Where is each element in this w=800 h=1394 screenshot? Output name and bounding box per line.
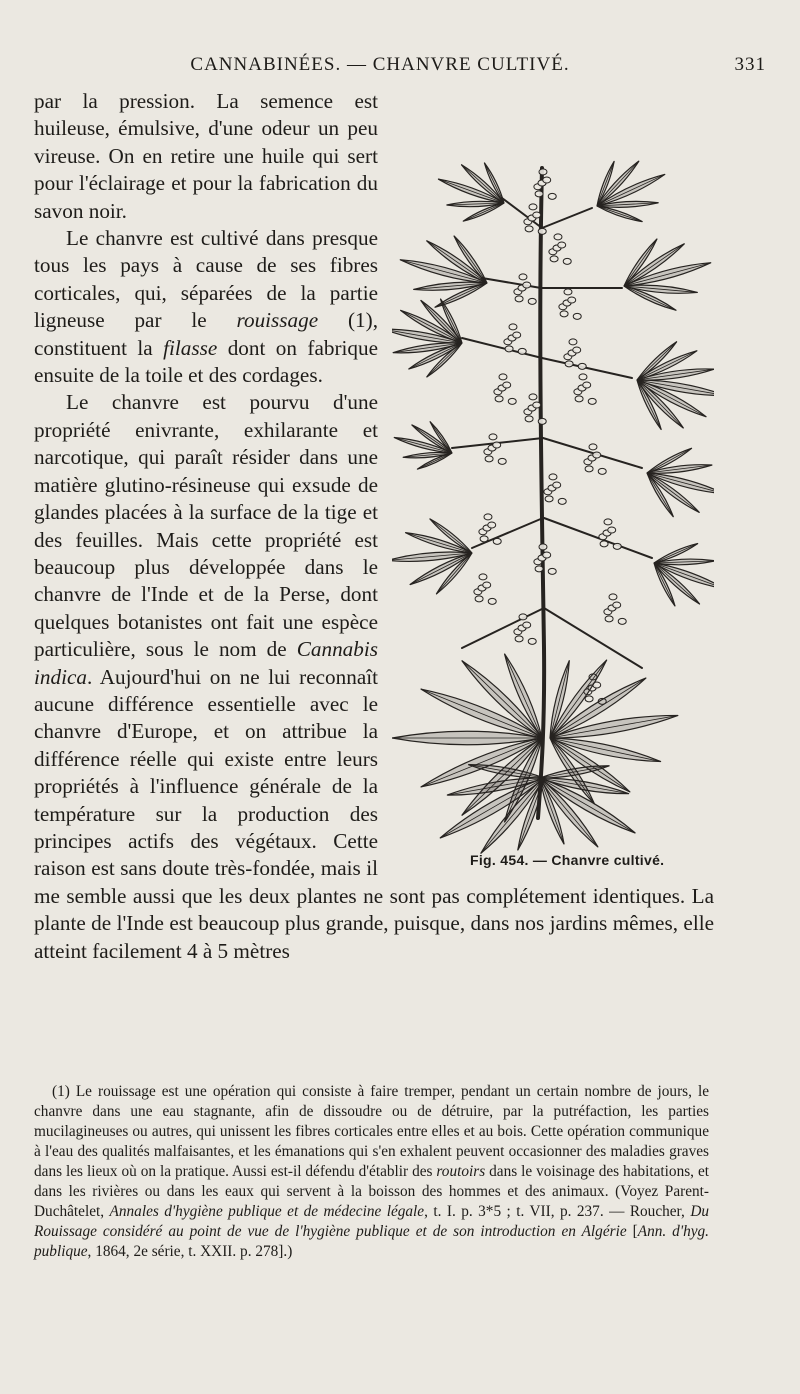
text-run: Le chanvre est pourvu d'une propriété enivrante, exhilarante et narcotique, qui paraît résider dans une matière glutino-résineuse qui exsude de glandes placées à la surface de la tige et des feuilles. Mais cette propriété est beaucoup plus développée dans le chanvre de l'Inde et de la Perse, dont quelques botanistes ont fait une espèce particulière, sous le nom de (34, 390, 378, 662)
flower-bud (519, 614, 527, 620)
term-cannabis-indica: Cannabis indica (34, 637, 378, 689)
flower-bud (613, 602, 621, 608)
flower-bud (613, 543, 621, 549)
flower-bud (523, 282, 531, 288)
flower-bud (588, 398, 596, 404)
flower-bud (484, 514, 492, 520)
flower-bud (589, 444, 597, 450)
citation-title: Annales d'hygiène publique et de médecine légale (109, 1203, 425, 1220)
running-header (0, 54, 800, 78)
text-run: [ (626, 1223, 638, 1240)
flower-bud (548, 193, 556, 199)
flower-bud (605, 616, 613, 622)
flower-bud (523, 622, 531, 628)
flower-bud (489, 434, 497, 440)
flower-bud (509, 324, 517, 330)
flower-bud (529, 204, 537, 210)
plant-branch (544, 518, 652, 558)
flower-bud (585, 696, 593, 702)
term-rouissage: rouissage (236, 308, 319, 333)
term-filasse: filasse (163, 335, 218, 360)
flower-bud (533, 212, 541, 218)
flower-bud (558, 498, 566, 504)
plant-stem (538, 168, 544, 818)
flower-bud (515, 296, 523, 302)
running-title: CANNABINÉES. — CHANVRE CULTIVÉ. (190, 54, 570, 75)
flower-bud (575, 396, 583, 402)
flower-bud (529, 394, 537, 400)
leaf-vein (597, 206, 642, 222)
flower-bud (538, 228, 546, 234)
flower-bud (528, 638, 536, 644)
text-run: , t. I. p. 3*5 ; t. VII, p. 237. — Roucher, (424, 1203, 691, 1220)
flower-bud (545, 496, 553, 502)
text-run: (1) Le rouissage est une opération qui consiste à faire tremper, pendant un certain nombre de jours, le chanvre dans une eau stagnante, afin de dissoudre ou de détruire, par la putréfaction, les parties mucilagineuses ou autres, qui unissent les fibres corticales entre elles et au bois. Cette opération communique à l'eau des qualités malfaisantes, et les émanations qui s'en exhalent peuvent occasionner des maladies graves dans les lieux où on la pratique. Aussi est-il défendu d'établir des (34, 1083, 709, 1180)
flower-bud (528, 298, 536, 304)
plant-branch (482, 278, 541, 288)
text-run: (1), constituent la (34, 308, 378, 360)
flower-bud (608, 527, 616, 533)
flower-bud (508, 398, 516, 404)
flower-bud (499, 374, 507, 380)
flower-bud (565, 361, 573, 367)
flower-bud (503, 382, 511, 388)
flower-bud (535, 566, 543, 572)
flower-bud (498, 458, 506, 464)
flower-bud (604, 519, 612, 525)
plant-branch (462, 338, 542, 358)
text-run: Le chanvre est cultivé dans presque tous les pays à cause de ses fibres corticales, qui, séparées de la partie ligneuse par le (34, 226, 378, 333)
flower-bud (488, 598, 496, 604)
plant-branch (543, 438, 642, 468)
text-run: dont on fabrique ensuite de la toile et des cordages. (34, 335, 378, 388)
flower-bud (513, 332, 521, 338)
flower-bud (609, 594, 617, 600)
text-run: dans le voisinage des habitations, et dans les rivières ou dans les eaux qui servent à la boisson des hommes et des animaux. (Voyez Parent-Duchâtelet, (34, 1163, 710, 1220)
flower-bud (598, 468, 606, 474)
flower-bud (539, 544, 547, 550)
flower-bud (495, 396, 503, 402)
plant-branch (542, 208, 592, 228)
flower-bud (578, 363, 586, 369)
flower-bud (525, 416, 533, 422)
flower-bud (568, 297, 576, 303)
flower-bud (493, 538, 501, 544)
flower-bud (483, 582, 491, 588)
term-routoirs: routoirs (436, 1163, 486, 1180)
text-run: , 1864, 2e série, t. XXII. p. 278].) (87, 1243, 293, 1260)
footnote (34, 1082, 709, 1262)
text-run: . Aujourd'hui on ne lui reconnaît aucune différence essentielle avec le chanvre d'Europe, et on attribue la différence réelle qui existe entre leurs propriétés à l'influence générale de la température sur la production des principes actifs des végétaux. Cette raison est sans doute très-fondée, mais il me semble aussi que les deux plantes ne sont pas complétement identiques. La plante de l'Inde est beaucoup plus grande, puisque, dans nos jardins mêmes, elle atteint facilement 4 à 5 mètres (34, 664, 714, 963)
plant-branch (544, 608, 642, 668)
flower-bud (553, 482, 561, 488)
flower-bud (518, 348, 526, 354)
paragraph-1: par la pression. La semence est huileuse, émulsive, d'une odeur un peu vireuse. On en retire une huile qui sert pour l'éclairage et pour la fabrication du savon noir. (34, 89, 378, 223)
flower-bud (543, 177, 551, 183)
flower-bud (550, 256, 558, 262)
flower-bud (480, 536, 488, 542)
flower-bud (479, 574, 487, 580)
flower-bud (554, 234, 562, 240)
flower-bud (583, 382, 591, 388)
flower-bud (533, 402, 541, 408)
flower-bud (549, 474, 557, 480)
flower-bud (538, 418, 546, 424)
hemp-plant-illustration (392, 88, 714, 862)
flower-bud (515, 636, 523, 642)
flower-bud (564, 289, 572, 295)
flower-bud (618, 618, 626, 624)
flower-bud (535, 191, 543, 197)
flower-bud (573, 313, 581, 319)
flower-bud (558, 242, 566, 248)
flower-bud (493, 442, 501, 448)
flower-bud (525, 226, 533, 232)
figure-hemp-plant (392, 88, 714, 862)
page-number: 331 (734, 54, 766, 75)
flower-bud (573, 347, 581, 353)
flower-bud (560, 311, 568, 317)
citation-journal: Ann. d'hyg. publique (34, 1223, 710, 1260)
figure-caption: Fig. 454. — Chanvre cultivé. (470, 852, 665, 868)
main-text (34, 88, 714, 965)
flower-bud (579, 374, 587, 380)
flower-bud (585, 466, 593, 472)
flower-bud (539, 169, 547, 175)
flower-bud (569, 339, 577, 345)
flower-bud (485, 456, 493, 462)
flower-bud (563, 258, 571, 264)
flower-bud (600, 541, 608, 547)
flower-bud (593, 452, 601, 458)
flower-bud (543, 552, 551, 558)
flower-bud (488, 522, 496, 528)
flower-bud (519, 274, 527, 280)
flower-bud (505, 346, 513, 352)
flower-bud (475, 596, 483, 602)
citation-title: Du Rouissage considéré au point de vue de l'hygiène publique et de son introduction en Algérie (34, 1203, 710, 1240)
flower-bud (548, 568, 556, 574)
